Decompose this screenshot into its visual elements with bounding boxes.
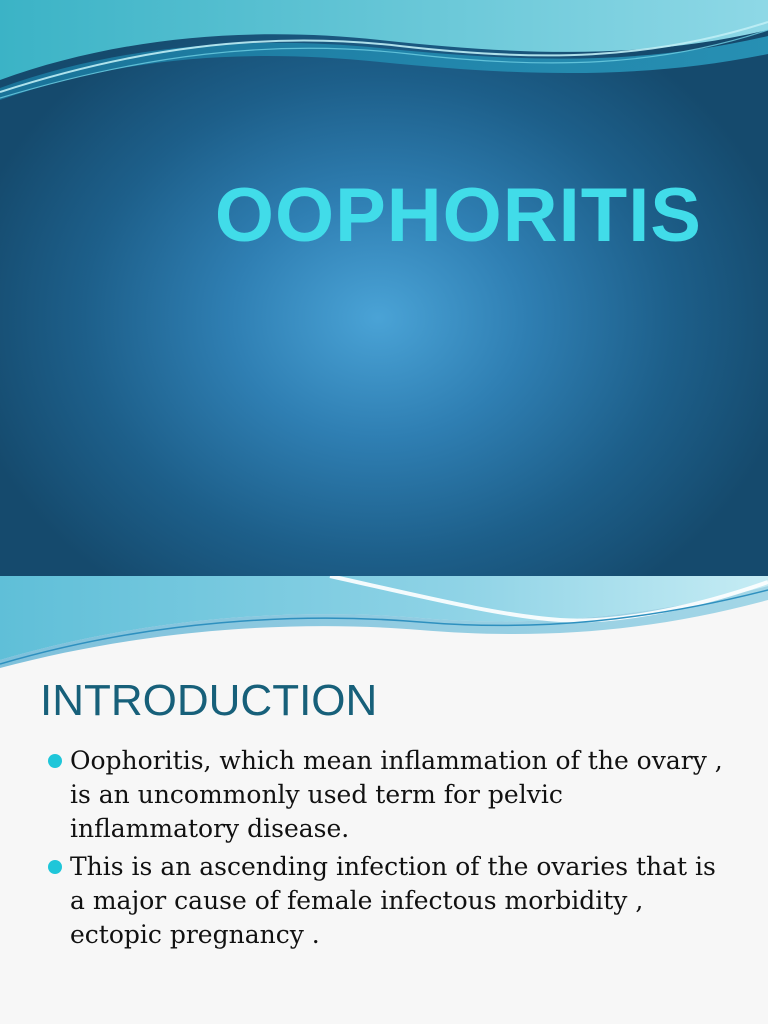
bullet-text: This is an ascending infection of the ovaries that is a major cause of female infectous morbidity , ectopic pregnancy . (70, 852, 716, 949)
section-heading: INTRODUCTION (40, 676, 378, 725)
bullet-dot-icon (48, 754, 62, 768)
bullet-list (48, 744, 738, 956)
slide-title: OOPHORITIS (214, 173, 702, 258)
bullet-dot-icon (48, 860, 62, 874)
top-wave-decoration (0, 576, 768, 676)
bullet-text: Oophoritis, which mean inflammation of the ovary , is an uncommonly used term for pelvic inflammatory disease. (70, 746, 723, 843)
bullet-item (48, 850, 738, 952)
top-wave-decoration (0, 0, 768, 110)
bullet-item (48, 744, 738, 846)
content-slide (0, 576, 768, 1024)
